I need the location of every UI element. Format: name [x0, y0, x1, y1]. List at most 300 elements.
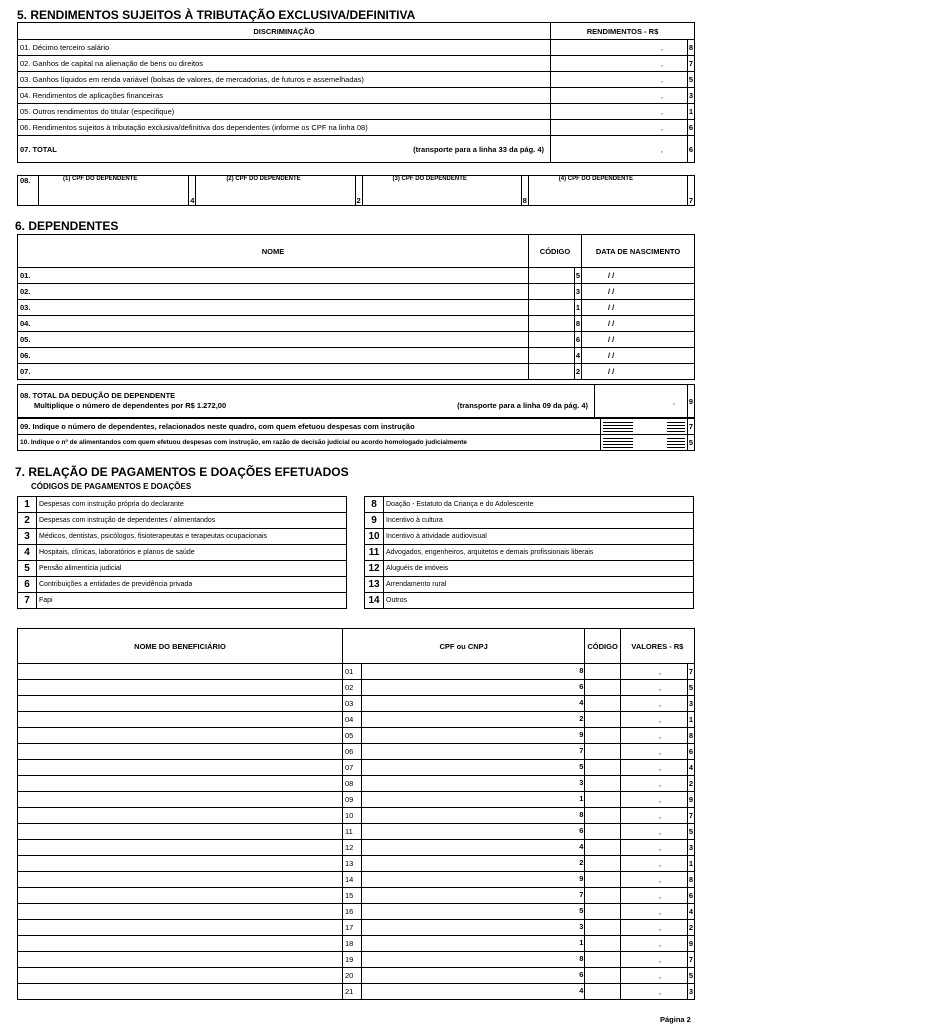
row-label: 05. Outros rendimentos do titular (especifique) — [18, 104, 551, 120]
check-digit: 3 — [688, 840, 695, 856]
section5-row — [18, 88, 695, 104]
pagamento-row — [18, 984, 695, 1000]
row-number: 04 — [343, 712, 362, 728]
code-number: 8 — [365, 497, 384, 513]
dependente-nome-field[interactable]: 02. — [18, 284, 529, 300]
check-digit: 7 — [688, 419, 695, 435]
code-number: 2 — [18, 513, 37, 529]
cpf-dependente-field[interactable]: (4) CPF DO DEPENDENTE — [528, 176, 687, 206]
pagamento-row — [18, 824, 695, 840]
check-digit: 2 — [355, 176, 362, 206]
code-number: 4 — [18, 545, 37, 561]
codigo-field[interactable] — [585, 840, 620, 856]
pagamentos-table — [17, 628, 695, 1000]
valor-field[interactable]: , — [620, 776, 687, 792]
valor-field[interactable]: , — [620, 680, 687, 696]
code-number: 3 — [18, 529, 37, 545]
code-item — [365, 593, 694, 609]
row-number: 13 — [343, 856, 362, 872]
code-item — [365, 561, 694, 577]
cpf-cnpj-field[interactable] — [362, 808, 585, 824]
check-digit: 8 — [688, 872, 695, 888]
row-number: 09 — [343, 792, 362, 808]
codigo-field[interactable] — [585, 888, 620, 904]
dependente-codigo-field[interactable] — [529, 284, 575, 300]
value-field[interactable]: , — [551, 120, 688, 136]
beneficiario-field[interactable] — [18, 824, 343, 840]
section5-row — [18, 120, 695, 136]
check-digit: 4 — [579, 842, 584, 851]
beneficiario-field[interactable] — [18, 728, 343, 744]
check-digit: 5 — [688, 968, 695, 984]
code-number: 10 — [365, 529, 384, 545]
beneficiario-field[interactable] — [18, 872, 343, 888]
dependente-nome-field[interactable]: 01. — [18, 268, 529, 284]
cpf-cnpj-field[interactable] — [362, 872, 585, 888]
pagamento-row — [18, 776, 695, 792]
check-digit: 1 — [688, 856, 695, 872]
check-digit: 4 — [574, 348, 581, 364]
check-digit: 6 — [579, 826, 584, 835]
col-rendimentos: RENDIMENTOS - R$ — [551, 23, 695, 40]
total-note: (transporte para a linha 33 da pág. 4) — [413, 144, 544, 154]
code-description: Despesas com instrução de dependentes / alimentandos — [37, 513, 347, 529]
section7-title: 7. RELAÇÃO DE PAGAMENTOS E DOAÇÕES EFETUADOS — [15, 465, 349, 479]
valor-field[interactable]: , — [620, 904, 687, 920]
valor-field[interactable]: , — [620, 888, 687, 904]
col-cpf-cnpj: CPF ou CNPJ — [343, 629, 585, 664]
data-nascimento-field[interactable]: / / — [582, 268, 695, 284]
deducao-value-field[interactable]: , — [595, 385, 688, 418]
valor-field[interactable]: , — [620, 968, 687, 984]
check-digit: 8 — [521, 176, 528, 206]
row-number: 17 — [343, 920, 362, 936]
row-number: 02 — [343, 680, 362, 696]
code-number: 14 — [365, 593, 384, 609]
dependente-nome-field[interactable]: 05. — [18, 332, 529, 348]
value-field[interactable]: , — [551, 40, 688, 56]
check-digit: 6 — [579, 970, 584, 979]
pagamento-row — [18, 744, 695, 760]
cpf-cnpj-field[interactable] — [362, 936, 585, 952]
beneficiario-field[interactable] — [18, 952, 343, 968]
beneficiario-field[interactable] — [18, 808, 343, 824]
row-number: 19 — [343, 952, 362, 968]
codigo-field[interactable] — [585, 760, 620, 776]
beneficiario-field[interactable] — [18, 936, 343, 952]
dependente-row — [18, 300, 695, 316]
check-digit: 7 — [688, 176, 695, 206]
section5-table — [17, 22, 695, 163]
check-digit: 9 — [688, 792, 695, 808]
dependente-codigo-field[interactable] — [529, 300, 575, 316]
deducao-total — [18, 385, 595, 418]
pagamento-row — [18, 856, 695, 872]
data-nascimento-field[interactable]: / / — [582, 284, 695, 300]
pagamento-row — [18, 920, 695, 936]
section5-row — [18, 72, 695, 88]
cpf-cnpj-field[interactable] — [362, 776, 585, 792]
row-number: 05 — [343, 728, 362, 744]
col-valores: VALORES - R$ — [620, 629, 694, 664]
check-digit: 9 — [579, 874, 584, 883]
pagamento-row — [18, 936, 695, 952]
cpf-cnpj-field[interactable] — [362, 840, 585, 856]
check-digit: 9 — [688, 936, 695, 952]
dependente-codigo-field[interactable] — [529, 316, 575, 332]
check-digit: 6 — [688, 888, 695, 904]
valor-field[interactable]: , — [620, 856, 687, 872]
total-value-field[interactable]: , — [551, 136, 688, 163]
codigo-field[interactable] — [585, 776, 620, 792]
cpf-cnpj-field[interactable] — [362, 696, 585, 712]
beneficiario-field[interactable] — [18, 792, 343, 808]
beneficiario-field[interactable] — [18, 968, 343, 984]
code-description: Incentivo à cultura — [384, 513, 694, 529]
beneficiario-field[interactable] — [18, 664, 343, 680]
code-description: Fapi — [37, 593, 347, 609]
row-label: 06. Rendimentos sujeitos à tributação exclusiva/definitiva dos dependentes (informe os CPF na linha 08) — [18, 120, 551, 136]
valor-field[interactable]: , — [620, 728, 687, 744]
valor-field[interactable]: , — [620, 760, 687, 776]
dependente-codigo-field[interactable] — [529, 332, 575, 348]
pagamento-row — [18, 968, 695, 984]
dependente-codigo-field[interactable] — [529, 268, 575, 284]
codigo-field[interactable] — [585, 872, 620, 888]
beneficiario-field[interactable] — [18, 840, 343, 856]
valor-field[interactable]: , — [620, 824, 687, 840]
dependente-nome-field[interactable]: 04. — [18, 316, 529, 332]
check-digit: 2 — [579, 714, 584, 723]
line10-field-b[interactable] — [665, 435, 688, 451]
data-nascimento-field[interactable]: / / — [582, 300, 695, 316]
row-number: 14 — [343, 872, 362, 888]
codigo-field[interactable] — [585, 904, 620, 920]
row-number: 10 — [343, 808, 362, 824]
row-number: 15 — [343, 888, 362, 904]
valor-field[interactable]: , — [620, 664, 687, 680]
check-digit: 2 — [688, 920, 695, 936]
code-description: Outros — [384, 593, 694, 609]
pagamento-row — [18, 712, 695, 728]
check-digit: 8 — [579, 954, 584, 963]
section6-table — [17, 234, 695, 380]
pagamento-row — [18, 696, 695, 712]
cpf-cnpj-field[interactable] — [362, 952, 585, 968]
data-nascimento-field[interactable]: / / — [582, 332, 695, 348]
row-number: 03 — [343, 696, 362, 712]
code-item — [365, 513, 694, 529]
pagamento-row — [18, 792, 695, 808]
beneficiario-field[interactable] — [18, 680, 343, 696]
dependente-row — [18, 284, 695, 300]
check-digit: 4 — [189, 176, 196, 206]
row-label: 01. Décimo terceiro salário — [18, 40, 551, 56]
code-description: Médicos, dentistas, psicólogos, fisioterapeutas e terapeutas ocupacionais — [37, 529, 347, 545]
valor-field[interactable]: , — [620, 840, 687, 856]
code-item — [365, 577, 694, 593]
row-number: 01 — [343, 664, 362, 680]
row-number: 11 — [343, 824, 362, 840]
check-digit: 2 — [579, 858, 584, 867]
valor-field[interactable]: , — [620, 872, 687, 888]
check-digit: 3 — [579, 922, 584, 931]
cpf-dependente-field[interactable]: (3) CPF DO DEPENDENTE — [362, 176, 521, 206]
cpf-cnpj-field[interactable] — [362, 904, 585, 920]
codes-left-table — [17, 496, 347, 609]
section5-row — [18, 56, 695, 72]
beneficiario-field[interactable] — [18, 920, 343, 936]
data-nascimento-field[interactable]: / / — [582, 316, 695, 332]
line09-field-b[interactable] — [665, 419, 688, 435]
valor-field[interactable]: , — [620, 936, 687, 952]
cpf-cnpj-field[interactable] — [362, 968, 585, 984]
pagamento-row — [18, 664, 695, 680]
cpf-dependente-field[interactable]: (2) CPF DO DEPENDENTE — [196, 176, 355, 206]
check-digit: 2 — [688, 776, 695, 792]
check-digit: 6 — [688, 120, 695, 136]
check-digit: 2 — [574, 364, 581, 380]
section5-row — [18, 40, 695, 56]
valor-field[interactable]: , — [620, 952, 687, 968]
valor-field[interactable]: , — [620, 920, 687, 936]
valor-field[interactable]: , — [620, 792, 687, 808]
check-digit: 1 — [579, 938, 584, 947]
cpf-cnpj-field[interactable] — [362, 792, 585, 808]
check-digit: 5 — [579, 762, 584, 771]
section6-totals — [17, 384, 695, 418]
codigo-field[interactable] — [585, 664, 620, 680]
dependente-nome-field[interactable]: 03. — [18, 300, 529, 316]
code-item — [18, 513, 347, 529]
valor-field[interactable]: , — [620, 696, 687, 712]
check-digit: 4 — [688, 904, 695, 920]
row-label: 03. Ganhos líquidos em renda variável (bolsas de valores, de mercadorias, de futuros e assemelhadas) — [18, 72, 551, 88]
codigo-field[interactable] — [585, 696, 620, 712]
cpf-cnpj-field[interactable] — [362, 984, 585, 1000]
code-description: Aluguéis de imóveis — [384, 561, 694, 577]
codigo-field[interactable] — [585, 680, 620, 696]
total-row — [18, 136, 551, 163]
data-nascimento-field[interactable]: / / — [582, 364, 695, 380]
check-digit: 1 — [574, 300, 581, 316]
check-digit: 3 — [579, 778, 584, 787]
check-digit: 7 — [688, 664, 695, 680]
codes-title: CÓDIGOS DE PAGAMENTOS E DOAÇÕES — [31, 482, 192, 491]
value-field[interactable]: , — [551, 88, 688, 104]
check-digit: 1 — [579, 794, 584, 803]
code-number: 5 — [18, 561, 37, 577]
col-discriminacao: DISCRIMINAÇÃO — [18, 23, 551, 40]
codigo-field[interactable] — [585, 712, 620, 728]
check-digit: 5 — [688, 72, 695, 88]
col-nome: NOME — [18, 235, 529, 268]
check-digit: 7 — [688, 56, 695, 72]
check-digit: 5 — [688, 824, 695, 840]
cpf-cnpj-field[interactable] — [362, 920, 585, 936]
col-data-nascimento: DATA DE NASCIMENTO — [582, 235, 695, 268]
dependente-nome-field[interactable]: 06. — [18, 348, 529, 364]
line10-label: 10. Indique o nº de alimentandos com quem efetuou despesas com instrução, em razão de decisão judicial ou acordo homologado judicialmente — [18, 435, 601, 451]
codigo-field[interactable] — [585, 792, 620, 808]
code-description: Advogados, engenheiros, arquitetos e demais profissionais liberais — [384, 545, 694, 561]
row-number: 06 — [343, 744, 362, 760]
check-digit: 3 — [688, 696, 695, 712]
dependente-row — [18, 364, 695, 380]
code-description: Doação - Estatuto da Criança e do Adolescente — [384, 497, 694, 513]
section5-row — [18, 104, 695, 120]
cpf-cnpj-field[interactable] — [362, 712, 585, 728]
code-item — [18, 577, 347, 593]
code-item — [18, 593, 347, 609]
row-number: 20 — [343, 968, 362, 984]
dependente-row — [18, 332, 695, 348]
cpf-dependente-field[interactable]: (1) CPF DO DEPENDENTE — [39, 176, 189, 206]
pagamento-row — [18, 888, 695, 904]
code-number: 11 — [365, 545, 384, 561]
line10-field-a[interactable] — [601, 435, 666, 451]
check-digit: 4 — [579, 986, 584, 995]
cpf-cnpj-field[interactable] — [362, 680, 585, 696]
check-digit: 1 — [688, 712, 695, 728]
line09-field-a[interactable] — [601, 419, 666, 435]
codigo-field[interactable] — [585, 984, 620, 1000]
dependente-nome-field[interactable]: 07. — [18, 364, 529, 380]
pagamento-row — [18, 904, 695, 920]
total-label: 07. TOTAL — [20, 144, 57, 154]
code-number: 6 — [18, 577, 37, 593]
beneficiario-field[interactable] — [18, 760, 343, 776]
code-number: 9 — [365, 513, 384, 529]
pagamento-row — [18, 952, 695, 968]
cpf-cnpj-field[interactable] — [362, 760, 585, 776]
check-digit: 5 — [688, 680, 695, 696]
valor-field[interactable]: , — [620, 744, 687, 760]
valor-field[interactable]: , — [620, 808, 687, 824]
cpf-cnpj-field[interactable] — [362, 744, 585, 760]
dependente-row — [18, 348, 695, 364]
section5-title: 5. RENDIMENTOS SUJEITOS À TRIBUTAÇÃO EXCLUSIVA/DEFINITIVA — [17, 8, 416, 22]
valor-field[interactable]: , — [620, 712, 687, 728]
check-digit: 6 — [579, 682, 584, 691]
codigo-field[interactable] — [585, 920, 620, 936]
row-number: 12 — [343, 840, 362, 856]
codigo-field[interactable] — [585, 808, 620, 824]
check-digit: 3 — [574, 284, 581, 300]
codigo-field[interactable] — [585, 856, 620, 872]
value-field[interactable]: , — [551, 72, 688, 88]
code-number: 13 — [365, 577, 384, 593]
cpf-cnpj-field[interactable] — [362, 824, 585, 840]
code-item — [18, 529, 347, 545]
section6-title: 6. DEPENDENTES — [15, 219, 119, 233]
dependente-row — [18, 316, 695, 332]
row-number: 08 — [343, 776, 362, 792]
pagamento-row — [18, 840, 695, 856]
beneficiario-field[interactable] — [18, 856, 343, 872]
code-item — [365, 545, 694, 561]
check-digit: 5 — [579, 906, 584, 915]
beneficiario-field[interactable] — [18, 984, 343, 1000]
check-digit: 8 — [574, 316, 581, 332]
pagamento-row — [18, 728, 695, 744]
pagamento-row — [18, 760, 695, 776]
beneficiario-field[interactable] — [18, 712, 343, 728]
code-description: Incentivo à atividade audiovisual — [384, 529, 694, 545]
dependente-codigo-field[interactable] — [529, 364, 575, 380]
data-nascimento-field[interactable]: / / — [582, 348, 695, 364]
check-digit: 4 — [688, 760, 695, 776]
line09-label: 09. Indique o número de dependentes, relacionados neste quadro, com quem efetuou despesas com instrução — [18, 419, 601, 435]
codigo-field[interactable] — [585, 936, 620, 952]
cpf-cnpj-field[interactable] — [362, 856, 585, 872]
check-digit: 9 — [579, 730, 584, 739]
check-digit: 3 — [688, 88, 695, 104]
dependente-row — [18, 268, 695, 284]
beneficiario-field[interactable] — [18, 776, 343, 792]
code-number: 1 — [18, 497, 37, 513]
check-digit: 5 — [574, 268, 581, 284]
check-digit: 7 — [688, 952, 695, 968]
cpf-dependentes-row — [17, 175, 695, 206]
beneficiario-field[interactable] — [18, 744, 343, 760]
value-field[interactable]: , — [551, 104, 688, 120]
codigo-field[interactable] — [585, 824, 620, 840]
col-codigo: CÓDIGO — [529, 235, 582, 268]
col-codigo: CÓDIGO — [585, 629, 620, 664]
row-number: 18 — [343, 936, 362, 952]
check-digit: 1 — [688, 104, 695, 120]
code-description: Arrendamento rural — [384, 577, 694, 593]
beneficiario-field[interactable] — [18, 888, 343, 904]
codigo-field[interactable] — [585, 728, 620, 744]
codigo-field[interactable] — [585, 968, 620, 984]
cpf-cnpj-field[interactable] — [362, 728, 585, 744]
codigo-field[interactable] — [585, 744, 620, 760]
cpf-cnpj-field[interactable] — [362, 664, 585, 680]
dependente-codigo-field[interactable] — [529, 348, 575, 364]
codigo-field[interactable] — [585, 952, 620, 968]
row-number: 16 — [343, 904, 362, 920]
code-description: Pensão alimentícia judicial — [37, 561, 347, 577]
code-number: 12 — [365, 561, 384, 577]
row-label: 04. Rendimentos de aplicações financeiras — [18, 88, 551, 104]
check-digit: 7 — [579, 746, 584, 755]
check-digit: 8 — [688, 40, 695, 56]
check-digit: 5 — [688, 435, 695, 451]
code-description: Despesas com instrução própria do declarante — [37, 497, 347, 513]
row-number: 21 — [343, 984, 362, 1000]
value-field[interactable]: , — [551, 56, 688, 72]
check-digit: 9 — [688, 385, 695, 418]
deducao-sub: Multiplique o número de dependentes por R$ 1.272,00 (transporte para a linha 09 da pág. 4) — [34, 401, 588, 410]
check-digit: 8 — [579, 666, 584, 675]
valor-field[interactable]: , — [620, 984, 687, 1000]
pagamento-row — [18, 872, 695, 888]
check-digit: 6 — [688, 744, 695, 760]
check-digit: 8 — [688, 728, 695, 744]
code-description: Contribuições a entidades de previdência privada — [37, 577, 347, 593]
row-label: 02. Ganhos de capital na alienação de bens ou direitos — [18, 56, 551, 72]
beneficiario-field[interactable] — [18, 904, 343, 920]
deducao-label: 08. TOTAL DA DEDUÇÃO DE DEPENDENTE — [20, 391, 176, 400]
check-digit: 6 — [574, 332, 581, 348]
code-number: 7 — [18, 593, 37, 609]
col-beneficiario: NOME DO BENEFICIÁRIO — [18, 629, 343, 664]
code-item — [18, 497, 347, 513]
beneficiario-field[interactable] — [18, 696, 343, 712]
cpf-cnpj-field[interactable] — [362, 888, 585, 904]
